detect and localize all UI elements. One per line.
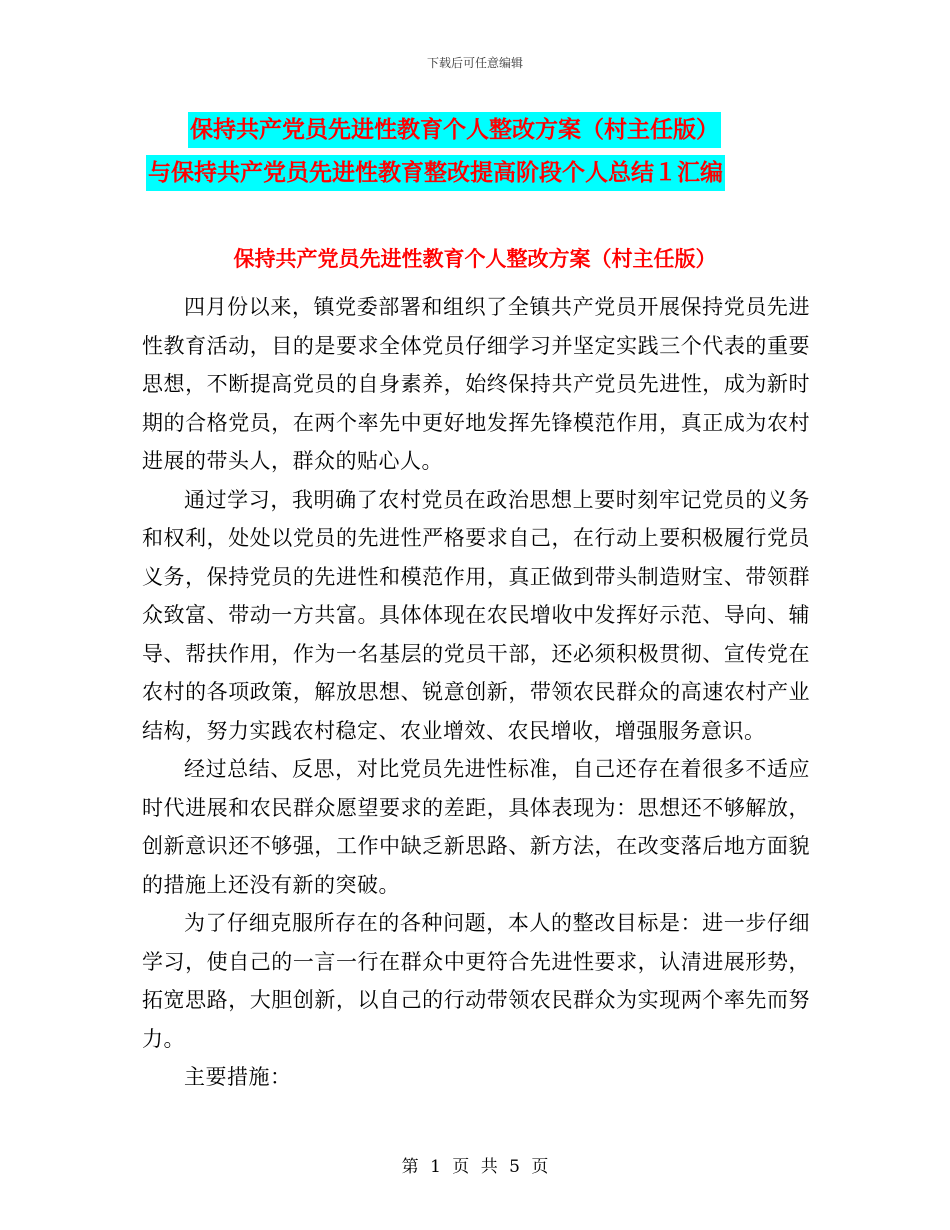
paragraph-1: 四月份以来，镇党委部署和组织了全镇共产党员开展保持党员先进性教育活动，目的是要求全体党员仔细学习并坚定实践三个代表的重要思想，不断提高党员的自身素养，始终保持共产党员先进性，成为新时期的合格党员，在两个率先中更好地发挥先锋模范作用，真正成为农村进展的带头人，群众的贴心人。 <box>142 295 810 473</box>
body-text <box>142 288 810 1097</box>
page-footer: 第 1 页 共 5 页 <box>401 1157 549 1177</box>
paragraph-3: 经过总结、反思，对比党员先进性标准，自己还存在着很多不适应时代进展和农民群众愿望要求的差距，具体表现为：思想还不够解放，创新意识还不够强，工作中缺乏新思路、新方法，在改变落后地方面貌的措施上还没有新的突破。 <box>142 757 810 897</box>
paragraph-5: 主要措施： <box>184 1065 292 1089</box>
paragraph-4: 为了仔细克服所存在的各种问题，本人的整改目标是：进一步仔细学习，使自己的一言一行在群众中更符合先进性要求，认清进展形势，拓宽思路，大胆创新，以自己的行动带领农民群众为实现两个率先而努力。 <box>142 911 810 1051</box>
header-note: 下载后可任意编辑 <box>426 56 523 70</box>
document-title-line-1: 保持共产党员先进性教育个人整改方案（村主任版） <box>188 112 721 148</box>
document-title-line-2: 与保持共产党员先进性教育整改提高阶段个人总结１汇编 <box>146 155 725 191</box>
paragraph-2: 通过学习，我明确了农村党员在政治思想上要时刻牢记党员的义务和权利，处处以党员的先进性严格要求自己，在行动上要积极履行党员义务，保持党员的先进性和模范作用，真正做到带头制造财宝、带领群众致富、带动一方共富。具体体现在农民增收中发挥好示范、导向、辅导、帮扶作用，作为一名基层的党员干部，还必须积极贯彻、宣传党在农村的各项政策，解放思想、锐意创新，带领农民群众的高速农村产业结构，努力实践农村稳定、农业增效、农民增收，增强服务意识。 <box>142 487 810 743</box>
section-heading: 保持共产党员先进性教育个人整改方案（村主任版） <box>233 246 717 271</box>
